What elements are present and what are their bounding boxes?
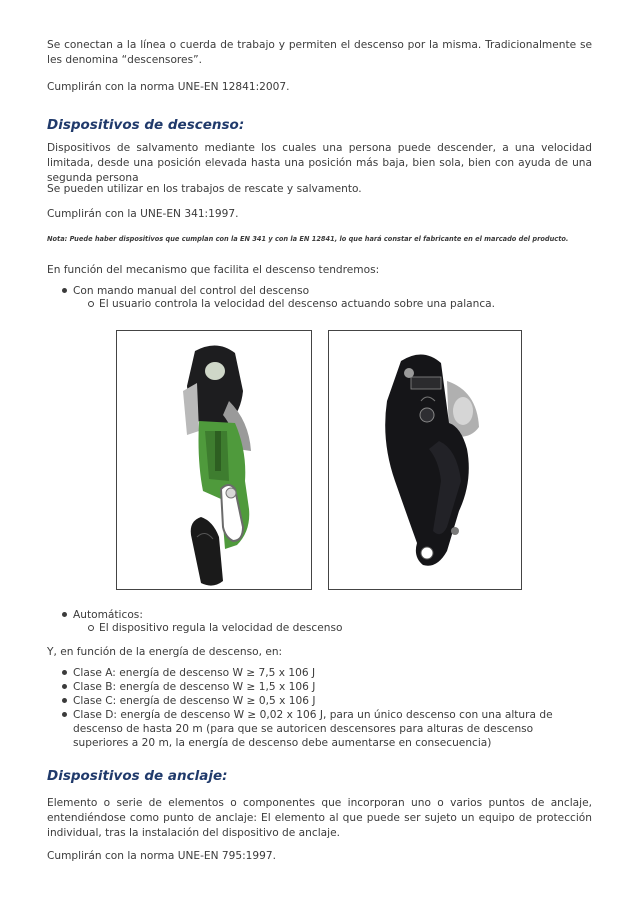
- bullet-icon: [62, 684, 67, 689]
- list-item-class-c: Clase C: energía de descenso W ≥ 0,5 x 106 J: [62, 694, 591, 708]
- anclaje-definition: Elemento o serie de elementos o componentes que incorporan uno o varios puntos de anclaje, entendiéndose como punto de anclaje: El elemento al que puede ser sujeto un equipo de protección individual, tras la instalación del dispositivo de anclaje.: [47, 797, 592, 839]
- descenso-usage: Se pueden utilizar en los trabajos de rescate y salvamento.: [47, 183, 362, 195]
- list-item-automatic: Automáticos:: [62, 608, 591, 622]
- list-subitem-manual: El usuario controla la velocidad del descenso actuando sobre una palanca.: [88, 297, 495, 311]
- list-item-manual: Con mando manual del control del descenso: [62, 284, 591, 298]
- automatic-descender-image: [328, 330, 522, 590]
- bullet-icon: [62, 698, 67, 703]
- intro-paragraph: Se conectan a la línea o cuerda de trabajo y permiten el descenso por la misma. Tradicionalmente se les denomina “descensores”.: [47, 39, 592, 66]
- black-automatic-descender-icon: [329, 331, 521, 589]
- mechanism-intro: En función del mecanismo que facilita el descenso tendremos:: [47, 264, 380, 276]
- descenso-note: Nota: Puede haber dispositivos que cumplan con la EN 341 y con la EN 12841, lo que hará constar el fabricante en el marcado del producto.: [47, 235, 569, 243]
- list-item-class-d: Clase D: energía de descenso W ≥ 0,02 x 106 J, para un único descenso con una altura de descenso de hasta 20 m (para que se autoricen descensores para alturas de descenso superiores a 20 m, la energía de descenso debe aumentarse en consecuencia): [62, 708, 591, 750]
- list-item-class-a: Clase A: energía de descenso W ≥ 7,5 x 106 J: [62, 666, 591, 680]
- circle-bullet-icon: [88, 625, 94, 631]
- bullet-icon: [62, 288, 67, 293]
- intro-standard: Cumplirán con la norma UNE-EN 12841:2007.: [47, 81, 290, 93]
- list-subitem-automatic: El dispositivo regula la velocidad de descenso: [88, 621, 342, 635]
- descenso-heading: Dispositivos de descenso:: [47, 117, 245, 133]
- anclaje-heading: Dispositivos de anclaje:: [47, 768, 228, 784]
- manual-descender-image: [116, 330, 312, 590]
- bullet-icon: [62, 670, 67, 675]
- descenso-definition: Dispositivos de salvamento mediante los cuales una persona puede descender, a una velocidad limitada, desde una posición elevada hasta una posición más baja, bien sola, bien con ayuda de una segunda persona: [47, 142, 592, 184]
- list-item-class-b: Clase B: energía de descenso W ≥ 1,5 x 106 J: [62, 680, 591, 694]
- descenso-standard: Cumplirán con la UNE-EN 341:1997.: [47, 208, 239, 220]
- anclaje-standard: Cumplirán con la norma UNE-EN 795:1997.: [47, 850, 277, 862]
- circle-bullet-icon: [88, 301, 94, 307]
- energy-intro: Y, en función de la energía de descenso, en:: [47, 646, 283, 658]
- green-manual-descender-icon: [117, 331, 311, 589]
- bullet-icon: [62, 612, 67, 617]
- bullet-icon: [62, 712, 67, 717]
